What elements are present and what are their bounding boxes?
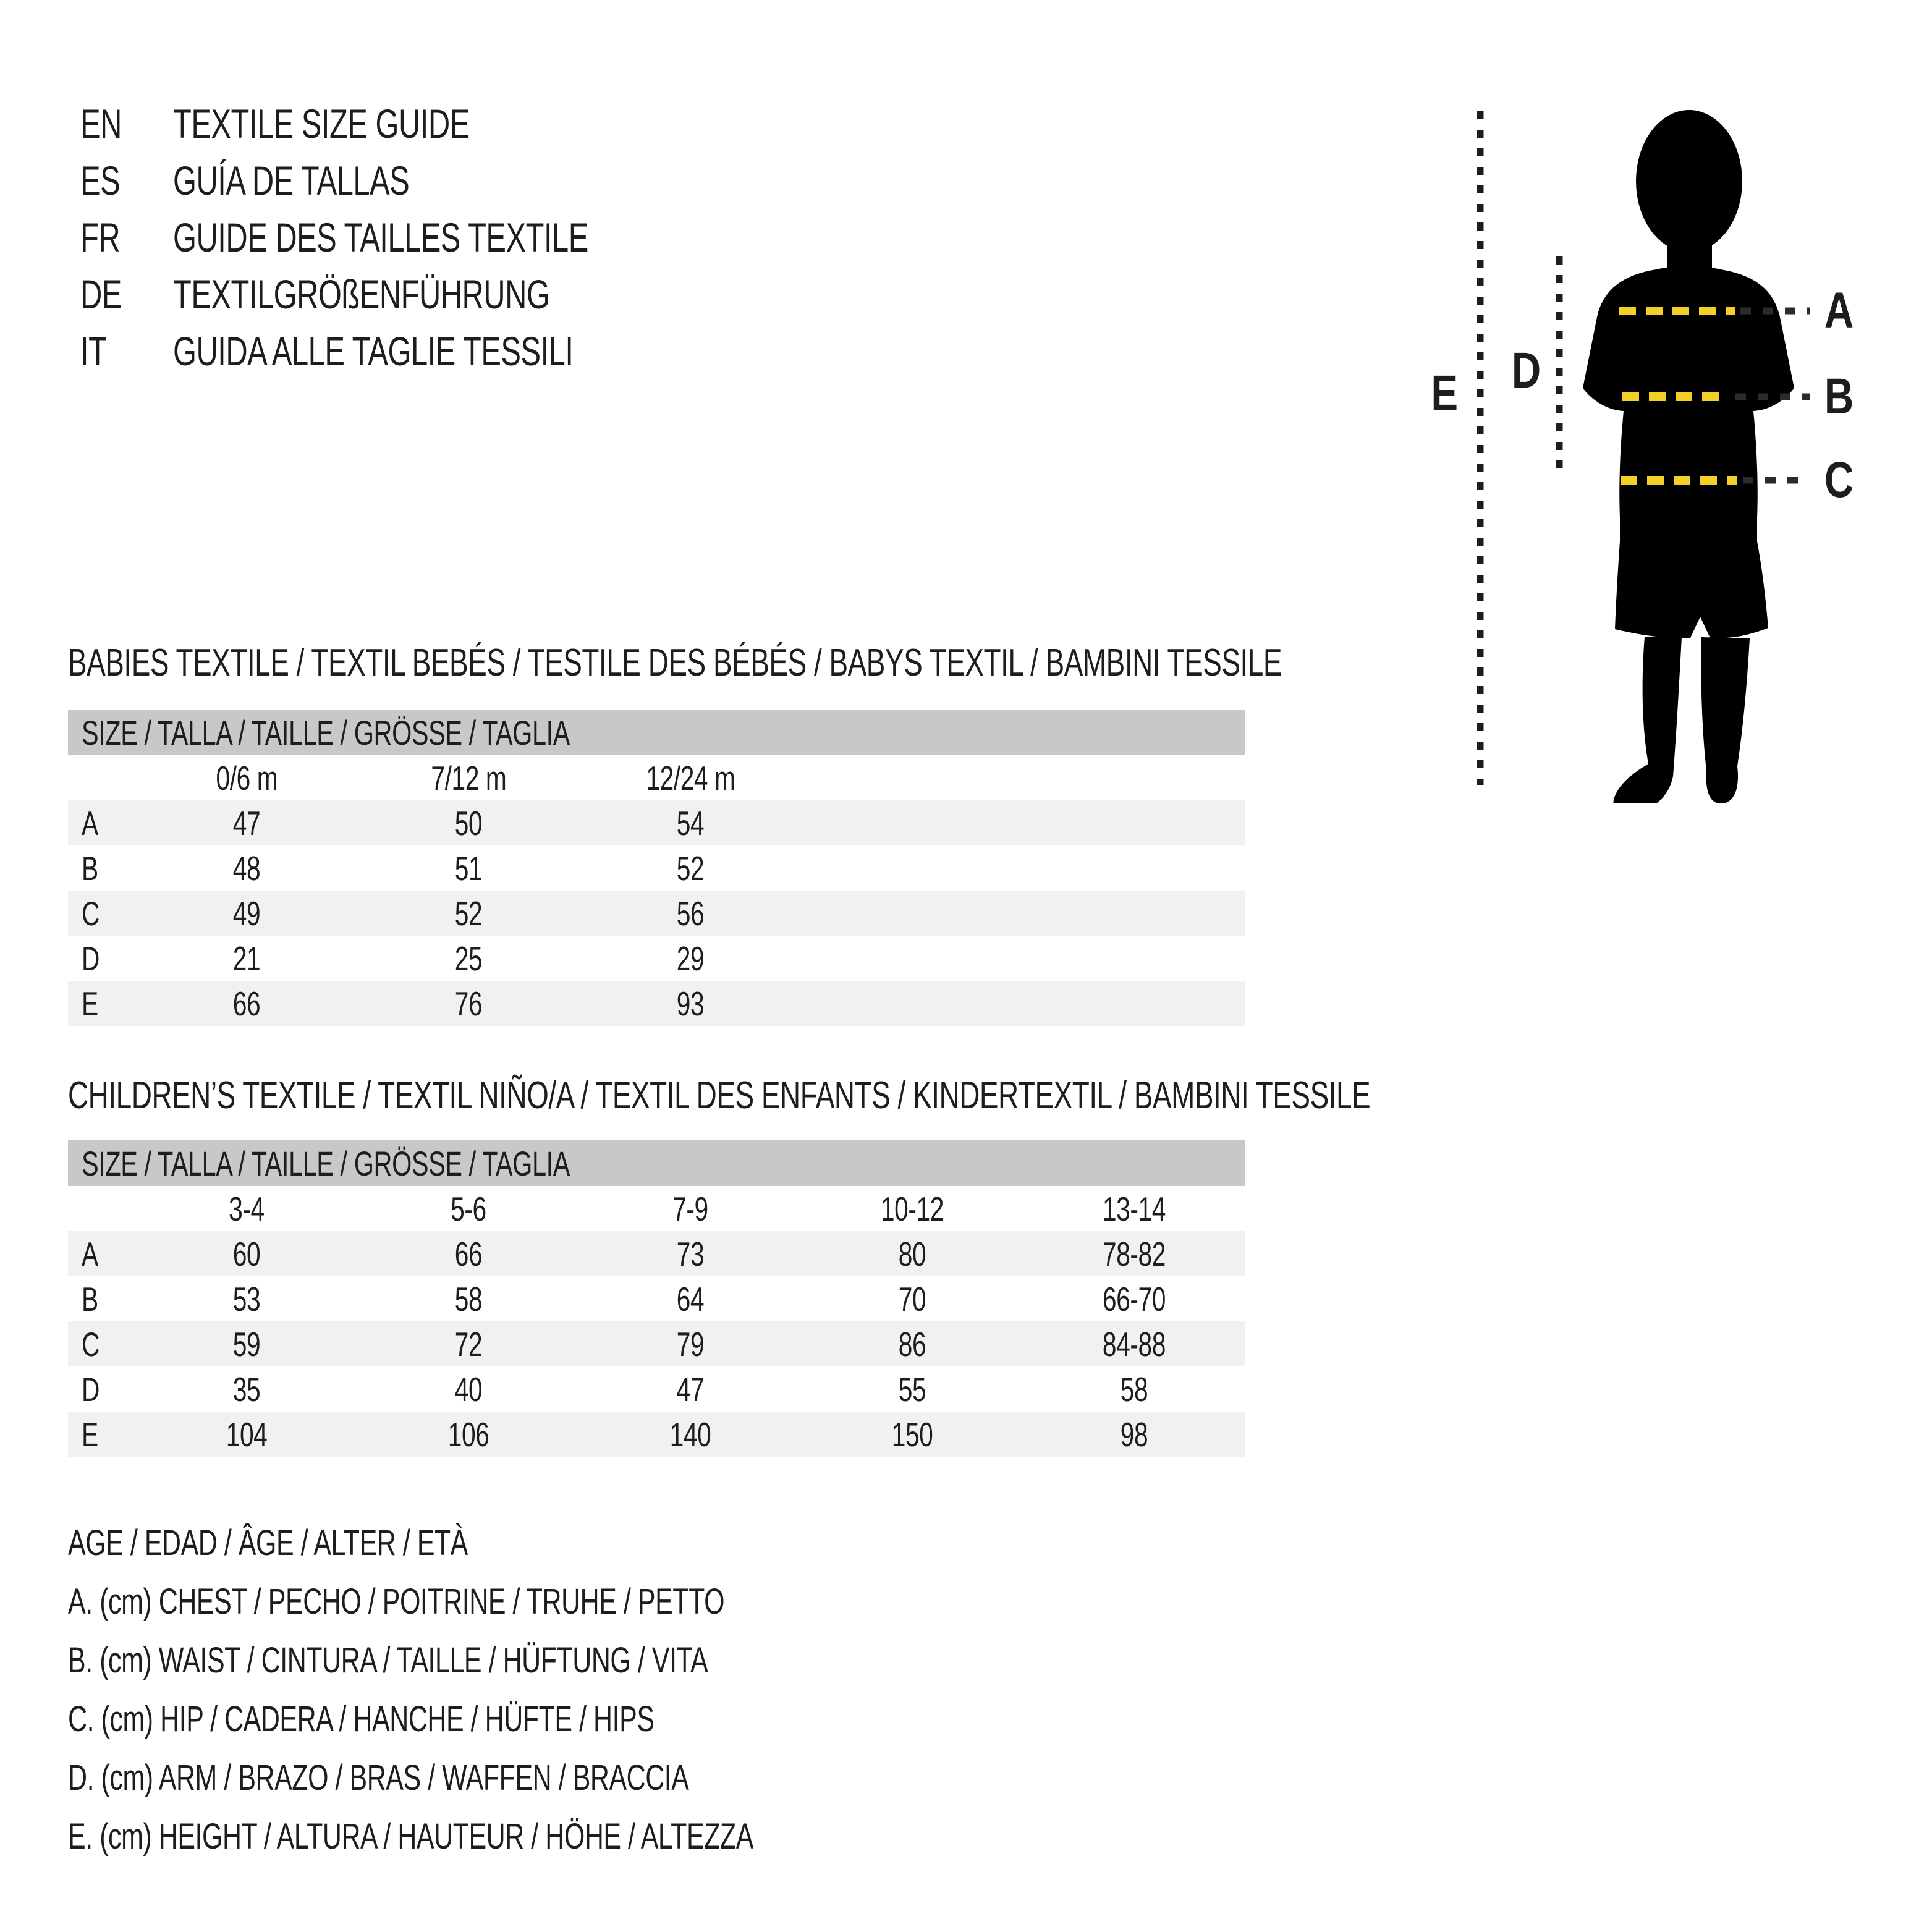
babies-column-header-row bbox=[68, 755, 1245, 800]
table-row bbox=[68, 800, 1245, 845]
row-label: D bbox=[82, 1370, 100, 1409]
column-header: 5-6 bbox=[451, 1189, 486, 1228]
table-value: 70 bbox=[898, 1279, 926, 1318]
language-code: FR bbox=[80, 214, 121, 260]
language-code: IT bbox=[80, 328, 107, 374]
table-value: 98 bbox=[1120, 1415, 1148, 1454]
table-value: 53 bbox=[233, 1279, 261, 1318]
column-header: 0/6 m bbox=[216, 758, 278, 797]
table-row bbox=[68, 936, 1245, 981]
table-value: 58 bbox=[1120, 1370, 1148, 1409]
size-header-label: SIZE / TALLA / TAILLE / GRÖSSE / TAGLIA bbox=[82, 1143, 570, 1183]
table-value: 93 bbox=[676, 984, 705, 1023]
row-label: A bbox=[82, 1234, 98, 1273]
table-value: 40 bbox=[454, 1370, 483, 1409]
language-title: TEXTILGRÖßENFÜHRUNG bbox=[173, 271, 550, 317]
table-value: 49 bbox=[233, 894, 261, 933]
children-size-table bbox=[68, 1140, 1245, 1457]
language-title: TEXTILE SIZE GUIDE bbox=[173, 101, 470, 146]
table-value: 58 bbox=[454, 1279, 483, 1318]
children-size-header-bar bbox=[68, 1140, 1245, 1186]
size-header-label: SIZE / TALLA / TAILLE / GRÖSSE / TAGLIA bbox=[82, 713, 570, 752]
column-header: 10-12 bbox=[880, 1189, 944, 1228]
figure-canvas bbox=[1391, 62, 1932, 803]
legend-arm: D. (cm) ARM / BRAZO / BRAS / WAFFEN / BRACCIA bbox=[68, 1758, 689, 1798]
table-value: 56 bbox=[676, 894, 705, 933]
table-value: 55 bbox=[898, 1370, 926, 1409]
legend-hip: C. (cm) HIP / CADERA / HANCHE / HÜFTE / HIPS bbox=[68, 1699, 655, 1739]
table-value: 60 bbox=[233, 1234, 261, 1273]
column-header: 7-9 bbox=[672, 1189, 708, 1228]
table-value: 51 bbox=[454, 849, 483, 888]
table-value: 66 bbox=[233, 984, 261, 1023]
figure-label-arm: D bbox=[1511, 342, 1541, 399]
legend-waist: B. (cm) WAIST / CINTURA / TAILLE / HÜFTUNG / VITA bbox=[68, 1640, 708, 1680]
table-value: 47 bbox=[233, 803, 261, 842]
child-silhouette bbox=[1583, 110, 1794, 803]
column-header: 7/12 m bbox=[431, 758, 507, 797]
table-value: 72 bbox=[454, 1324, 483, 1363]
silhouette-right-leg bbox=[1701, 637, 1750, 803]
table-row bbox=[68, 1276, 1245, 1321]
babies-section-title: BABIES TEXTILE / TEXTIL BEBÉS / TESTILE DES BÉBÉS / BABYS TEXTIL / BAMBINI TESSILE bbox=[68, 642, 1282, 684]
legend-chest: A. (cm) CHEST / PECHO / POITRINE / TRUHE / PETTO bbox=[68, 1582, 725, 1622]
figure-label-hip: C bbox=[1824, 452, 1854, 508]
babies-size-header-bar bbox=[68, 710, 1245, 755]
figure-label-chest: A bbox=[1824, 282, 1854, 339]
table-value: 73 bbox=[676, 1234, 705, 1273]
table-value: 66 bbox=[454, 1234, 483, 1273]
table-value: 52 bbox=[454, 894, 483, 933]
row-label: C bbox=[82, 894, 100, 933]
table-value: 140 bbox=[669, 1415, 711, 1454]
table-value: 76 bbox=[454, 984, 483, 1023]
table-value: 66-70 bbox=[1102, 1279, 1166, 1318]
table-value: 52 bbox=[676, 849, 705, 888]
silhouette-shorts bbox=[1615, 541, 1768, 638]
row-label: B bbox=[82, 849, 98, 888]
table-value: 86 bbox=[898, 1324, 926, 1363]
language-title: GUIDA ALLE TAGLIE TESSILI bbox=[173, 328, 574, 374]
table-value: 48 bbox=[233, 849, 261, 888]
table-value: 59 bbox=[233, 1324, 261, 1363]
language-code: EN bbox=[80, 101, 122, 146]
table-value: 50 bbox=[454, 803, 483, 842]
babies-size-table bbox=[68, 710, 1245, 1026]
table-value: 150 bbox=[891, 1415, 933, 1454]
legend-height: E. (cm) HEIGHT / ALTURA / HAUTEUR / HÖHE / ALTEZZA bbox=[68, 1816, 753, 1857]
language-title: GUÍA DE TALLAS bbox=[173, 158, 410, 203]
children-column-header-row bbox=[68, 1186, 1245, 1231]
table-row bbox=[68, 845, 1245, 891]
row-label: D bbox=[82, 939, 100, 978]
language-title: GUIDE DES TAILLES TEXTILE bbox=[173, 214, 588, 260]
size-guide-figure bbox=[1391, 62, 1932, 803]
figure-label-height: E bbox=[1431, 365, 1458, 422]
table-value: 78-82 bbox=[1102, 1234, 1166, 1273]
table-value: 35 bbox=[233, 1370, 261, 1409]
table-value: 106 bbox=[447, 1415, 489, 1454]
row-label: C bbox=[82, 1324, 100, 1363]
row-label: E bbox=[82, 1415, 98, 1454]
language-code: ES bbox=[80, 158, 121, 203]
row-label: A bbox=[82, 803, 98, 842]
table-value: 104 bbox=[226, 1415, 268, 1454]
table-value: 47 bbox=[676, 1370, 705, 1409]
table-value: 64 bbox=[676, 1279, 705, 1318]
figure-label-waist: B bbox=[1824, 368, 1854, 425]
table-row bbox=[68, 981, 1245, 1026]
children-section-title: CHILDREN’S TEXTILE / TEXTIL NIÑO/A / TEXTIL DES ENFANTS / KINDERTEXTIL / BAMBINI TESSILE bbox=[68, 1074, 1371, 1117]
row-label: B bbox=[82, 1279, 98, 1318]
column-header: 13-14 bbox=[1102, 1189, 1166, 1228]
table-row bbox=[68, 891, 1245, 936]
table-row bbox=[68, 1412, 1245, 1457]
language-code: DE bbox=[80, 271, 122, 317]
table-value: 25 bbox=[454, 939, 483, 978]
table-row bbox=[68, 1231, 1245, 1276]
table-row bbox=[68, 1321, 1245, 1366]
column-header: 3-4 bbox=[229, 1189, 265, 1228]
table-value: 29 bbox=[676, 939, 705, 978]
row-label: E bbox=[82, 984, 98, 1023]
table-value: 21 bbox=[233, 939, 261, 978]
table-value: 80 bbox=[898, 1234, 926, 1273]
table-value: 54 bbox=[676, 803, 705, 842]
table-row bbox=[68, 1366, 1245, 1412]
table-value: 79 bbox=[676, 1324, 705, 1363]
column-header: 12/24 m bbox=[645, 758, 735, 797]
table-value: 84-88 bbox=[1102, 1324, 1166, 1363]
legend-age: AGE / EDAD / ÂGE / ALTER / ETÀ bbox=[68, 1523, 468, 1563]
